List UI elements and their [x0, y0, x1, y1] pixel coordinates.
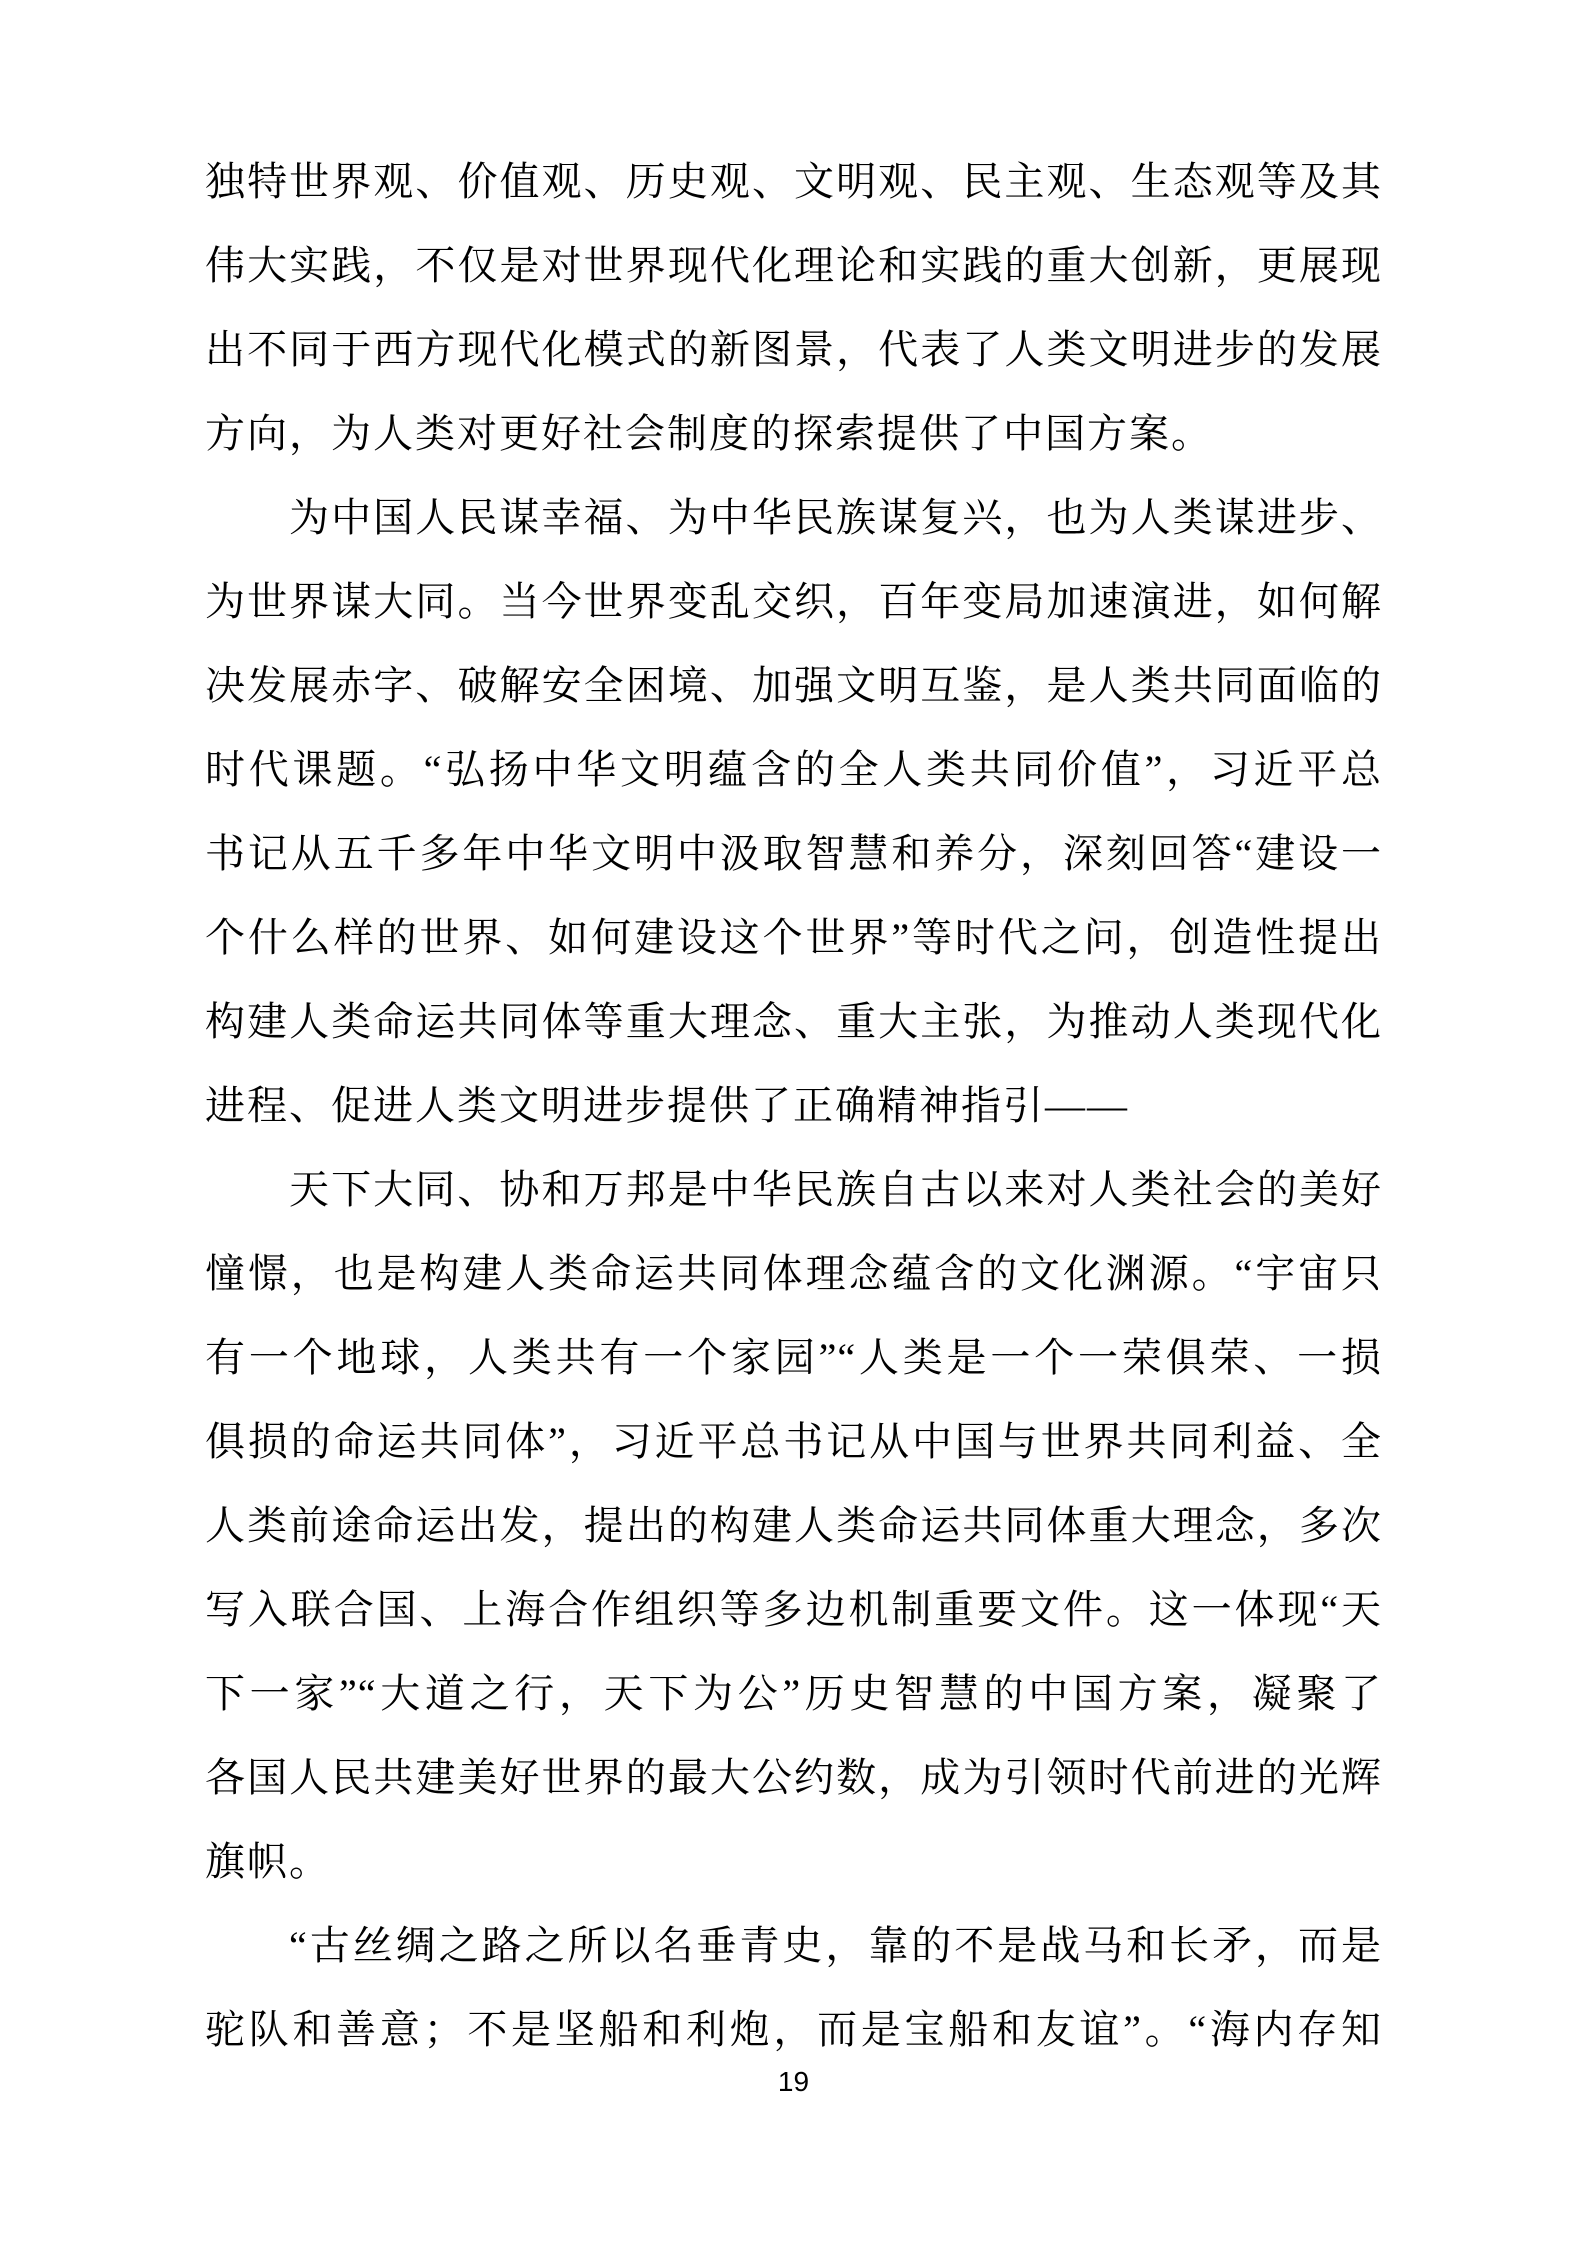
text-line: 方向，为人类对更好社会制度的探索提供了中国方案。	[205, 411, 1213, 456]
text-line: 决发展赤字、破解安全困境、加强文明互鉴，是人类共同面临的	[205, 663, 1382, 708]
text-line: 有一个地球，人类共有一个家园”“人类是一个一荣俱荣、一损	[205, 1335, 1382, 1380]
text-line: 进程、促进人类文明进步提供了正确精神指引——	[205, 1083, 1129, 1128]
text-line: 俱损的命运共同体”，习近平总书记从中国与世界共同利益、全	[205, 1419, 1382, 1464]
text-line: 为中国人民谋幸福、为中华民族谋复兴，也为人类谋进步、	[289, 495, 1382, 540]
text-line: 个什么样的世界、如何建设这个世界”等时代之问，创造性提出	[205, 915, 1382, 960]
text-line: 独特世界观、价值观、历史观、文明观、民主观、生态观等及其	[205, 159, 1382, 204]
text-line: 伟大实践，不仅是对世界现代化理论和实践的重大创新，更展现	[205, 243, 1382, 288]
text-line: 写入联合国、上海合作组织等多边机制重要文件。这一体现“天	[205, 1587, 1382, 1632]
page-number: 19	[777, 2066, 810, 2097]
document-body	[205, 140, 1382, 2072]
text-line: 人类前途命运出发，提出的构建人类命运共同体重大理念，多次	[205, 1503, 1382, 1548]
text-line: 天下大同、协和万邦是中华民族自古以来对人类社会的美好	[289, 1167, 1382, 1212]
text-line: 构建人类命运共同体等重大理念、重大主张，为推动人类现代化	[205, 999, 1382, 1044]
text-line: 书记从五千多年中华文明中汲取智慧和养分，深刻回答“建设一	[205, 831, 1382, 876]
text-line: “古丝绸之路之所以名垂青史，靠的不是战马和长矛，而是	[289, 1923, 1382, 1968]
text-line: 时代课题。“弘扬中华文明蕴含的全人类共同价值”，习近平总	[205, 747, 1382, 792]
text-line: 旗帜。	[205, 1839, 331, 1884]
text-line: 憧憬，也是构建人类命运共同体理念蕴含的文化渊源。“宇宙只	[205, 1251, 1382, 1296]
text-line: 驼队和善意；不是坚船和利炮，而是宝船和友谊”。“海内存知	[205, 2007, 1382, 2052]
text-line: 下一家”“大道之行，天下为公”历史智慧的中国方案，凝聚了	[205, 1671, 1382, 1716]
text-line: 各国人民共建美好世界的最大公约数，成为引领时代前进的光辉	[205, 1755, 1382, 1800]
text-line: 为世界谋大同。当今世界变乱交织，百年变局加速演进，如何解	[205, 579, 1382, 624]
text-line: 出不同于西方现代化模式的新图景，代表了人类文明进步的发展	[205, 327, 1382, 372]
